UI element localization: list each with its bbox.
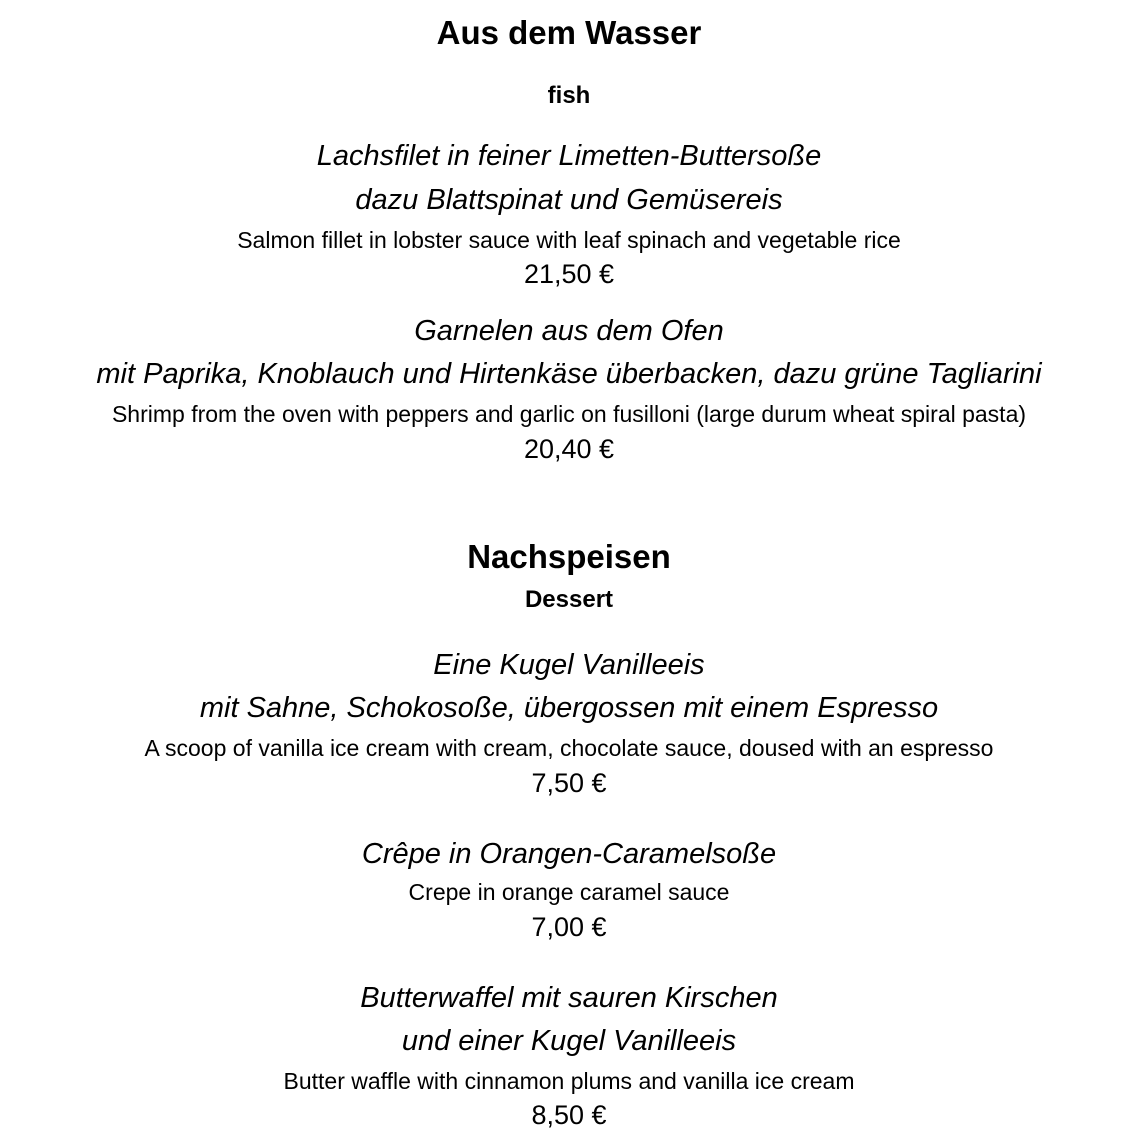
dish-description-salmon: Salmon fillet in lobster sauce with leaf spinach and vegetable rice (237, 227, 901, 253)
dish-price-shrimp: 20,40 € (523, 434, 615, 464)
section-title-fish: Aus dem Wasser (436, 14, 702, 51)
dish-detail-salmon: dazu Blattspinat und Gemüsereis (355, 184, 783, 216)
section-title-dessert: Nachspeisen (467, 538, 671, 575)
dish-detail-vanilla-espresso: mit Sahne, Schokosoße, übergossen mit einem Espresso (199, 692, 939, 724)
section-subtitle-fish: fish (547, 82, 591, 109)
dish-price-waffle: 8,50 € (531, 1100, 607, 1130)
dish-name-vanilla-espresso: Eine Kugel Vanilleeis (433, 649, 705, 681)
dish-price-salmon: 21,50 € (523, 259, 615, 289)
dish-name-waffle: Butterwaffel mit sauren Kirschen (360, 982, 778, 1014)
dish-description-vanilla-espresso: A scoop of vanilla ice cream with cream, chocolate sauce, doused with an espresso (144, 735, 994, 761)
section-subtitle-dessert: Dessert (524, 586, 614, 613)
dish-price-vanilla-espresso: 7,50 € (531, 768, 607, 798)
dish-description-crepe: Crepe in orange caramel sauce (408, 879, 730, 905)
dish-description-shrimp: Shrimp from the oven with peppers and garlic on fusilloni (large durum wheat spiral pasta) (111, 401, 1027, 427)
dish-detail-shrimp: mit Paprika, Knoblauch und Hirtenkäse überbacken, dazu grüne Tagliarini (96, 358, 1042, 390)
dish-price-crepe: 7,00 € (531, 912, 607, 942)
dish-name-crepe: Crêpe in Orangen-Caramelsoße (361, 838, 777, 870)
dish-description-waffle: Butter waffle with cinnamon plums and vanilla ice cream (283, 1068, 855, 1094)
dish-detail-waffle: und einer Kugel Vanilleeis (401, 1025, 737, 1057)
dish-name-shrimp: Garnelen aus dem Ofen (414, 315, 724, 347)
dish-name-salmon: Lachsfilet in feiner Limetten-Buttersoße (316, 140, 822, 172)
